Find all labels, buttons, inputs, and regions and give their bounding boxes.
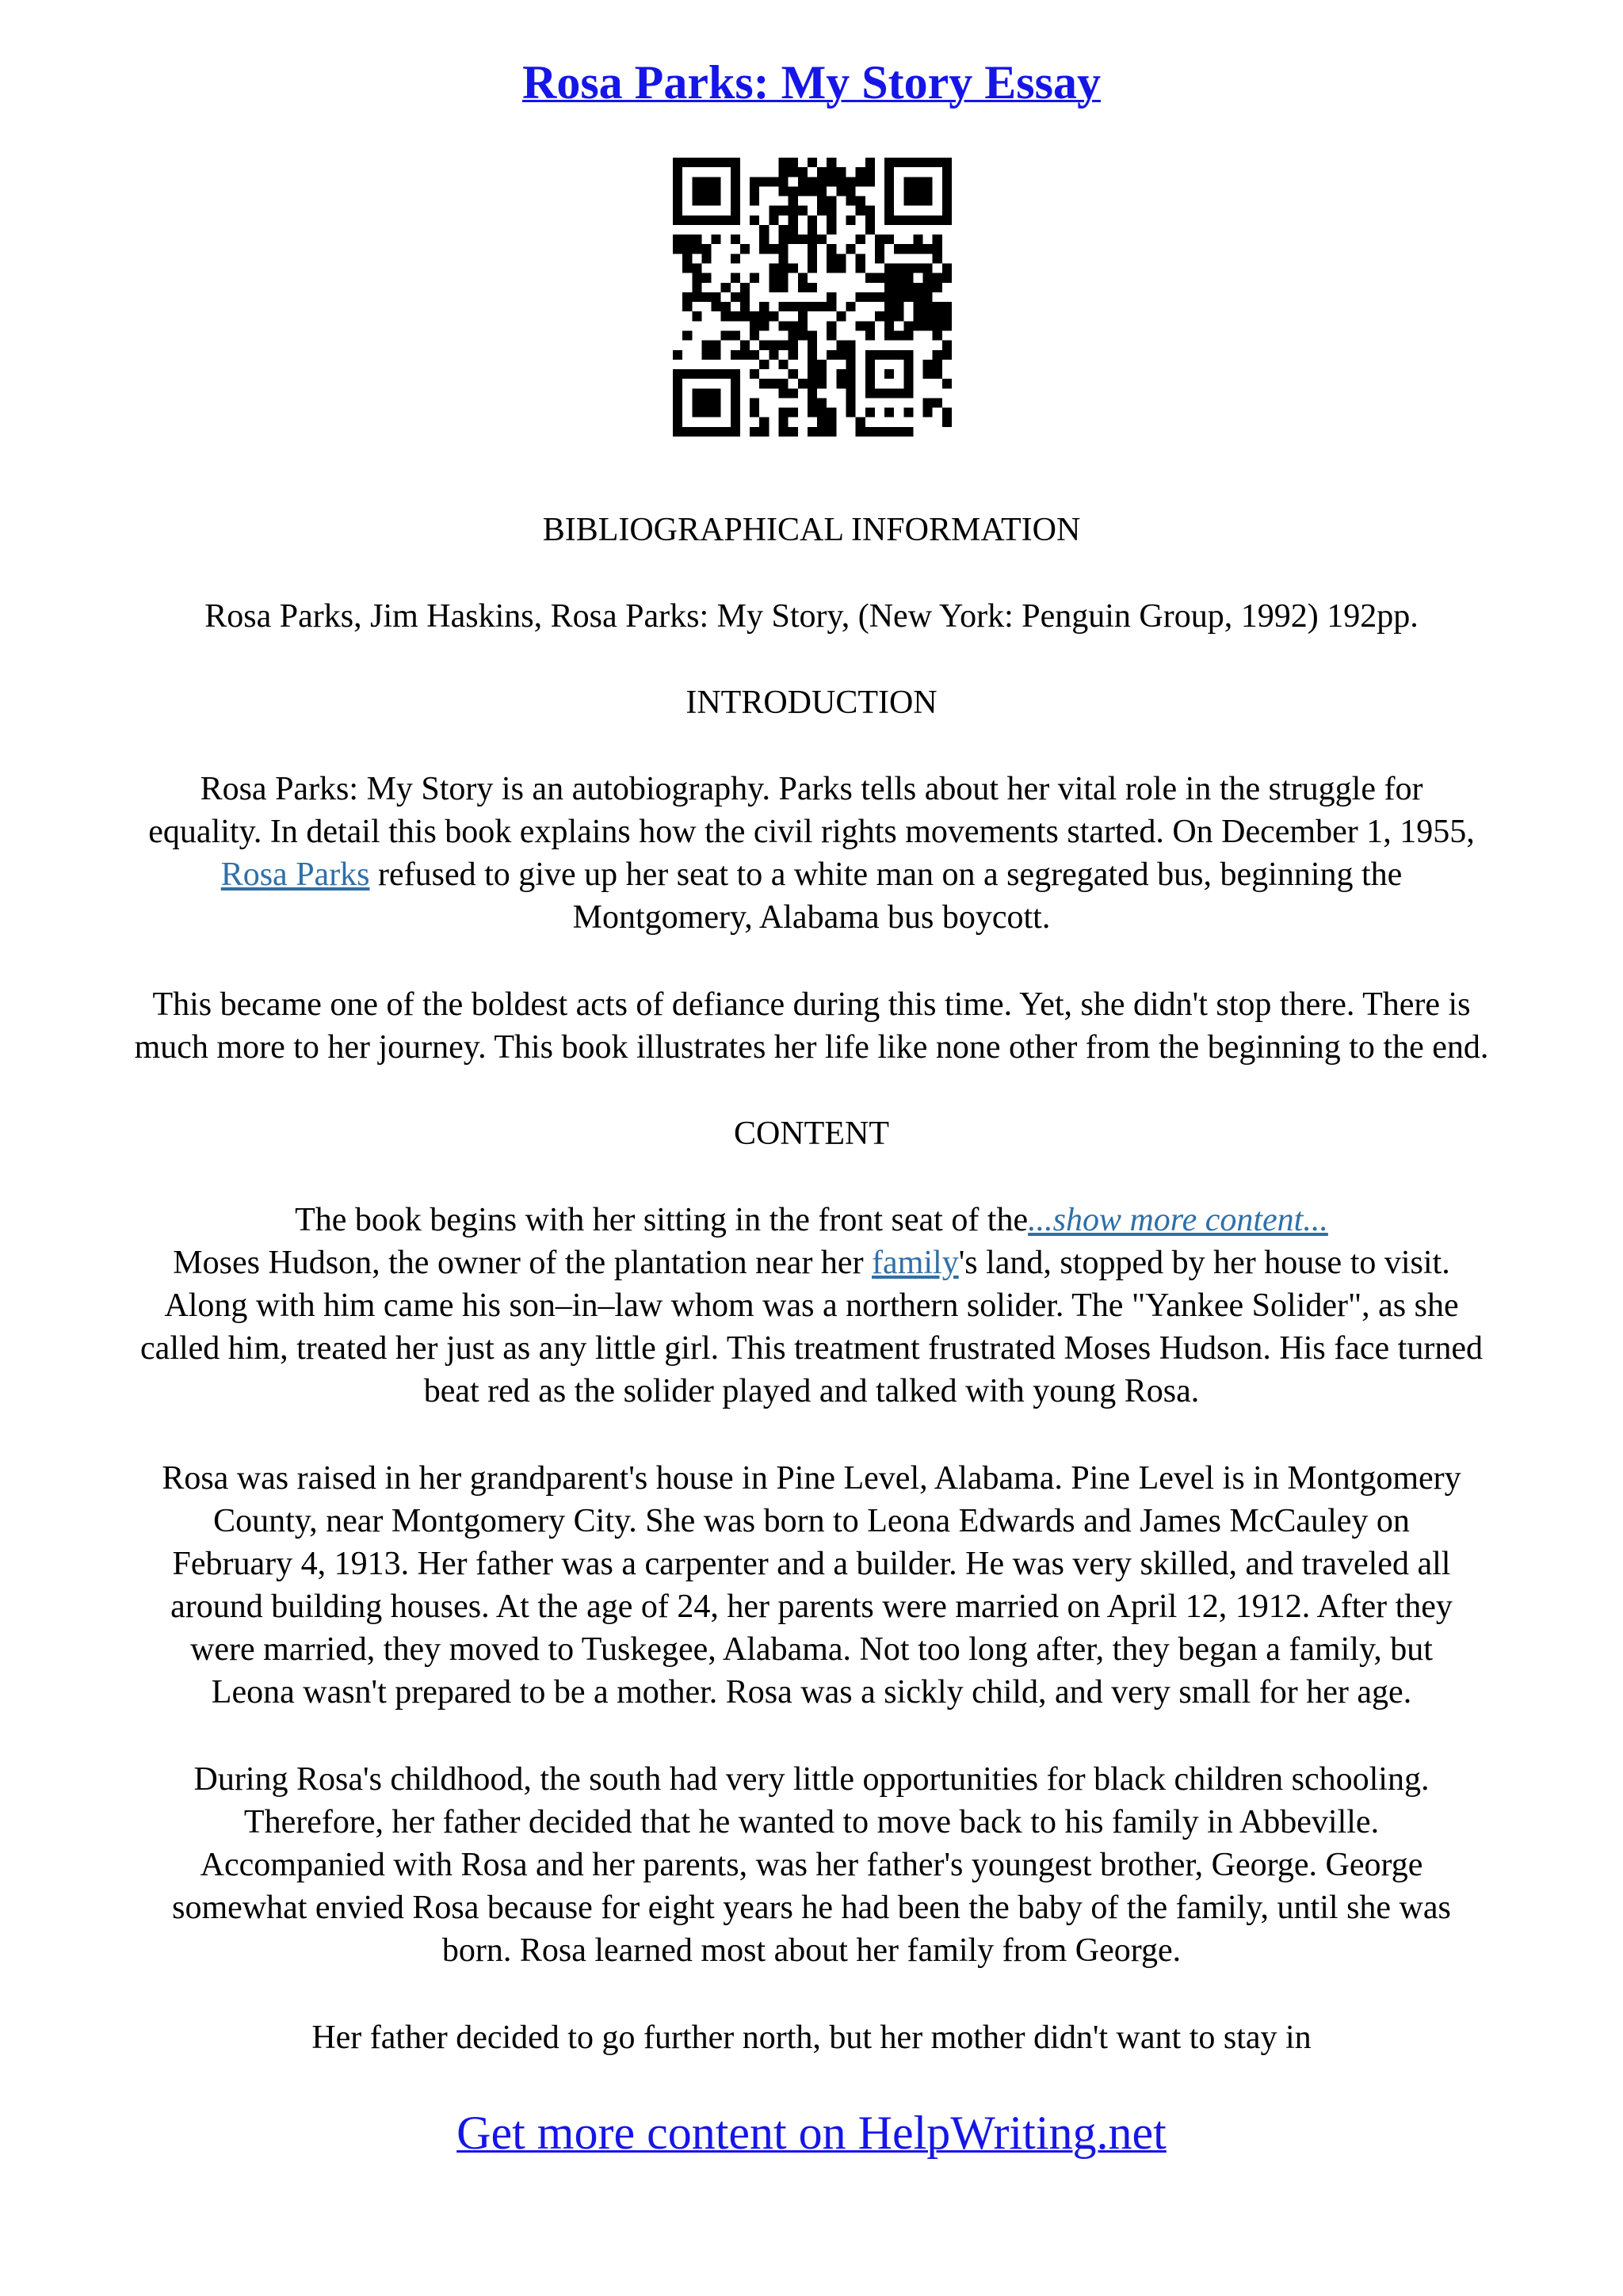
intro-p2-line2: much more to her journey. This book illustrates her life like none other from the beginning to the end. [134,1029,1489,1066]
content-paragraph-1 [48,1199,1575,1413]
content-p3-line4: somewhat envied Rosa because for eight years he had been the baby of the family, until she was [172,1890,1451,1926]
content-p1-line2-after: 's land, stopped by her house to visit. [958,1245,1450,1281]
content-paragraph-4: Her father decided to go further north, but her mother didn't want to stay in [311,2019,1312,2056]
content-paragraph-3 [48,1758,1575,1972]
introduction-heading: INTRODUCTION [685,685,938,721]
content-heading: CONTENT [734,1116,889,1152]
content-p1-line4: called him, treated her just as any little girl. This treatment frustrated Moses Hudson. His face turned [140,1330,1483,1367]
show-more-content-link[interactable]: ...show more content... [1028,1202,1328,1238]
content-p3-line5: born. Rosa learned most about her family from George. [441,1932,1182,1969]
introduction-paragraph-1 [48,768,1575,939]
content-p2-line6: Leona wasn't prepared to be a mother. Rosa was a sickly child, and very small for her age. [211,1674,1412,1711]
content-p2-line1: Rosa was raised in her grandparent's house in Pine Level, Alabama. Pine Level is in Montgomery [162,1460,1461,1497]
content-paragraph-2 [48,1457,1575,1714]
rosa-parks-link[interactable]: Rosa Parks [220,856,370,893]
page-title [0,54,1623,111]
content-p1-line1 [48,1199,1575,1241]
content-p1-line3: Along with him came his son–in–law whom was a northern solider. The "Yankee Solider", as she [164,1287,1459,1324]
get-more-content-link[interactable]: Get more content on HelpWriting.net [456,2107,1167,2159]
intro-p1-line3-rest: refused to give up her seat to a white man on a segregated bus, beginning the [369,856,1403,893]
intro-p2-line1: This became one of the boldest acts of defiance during this time. Yet, she didn't stop there. There is [152,986,1471,1023]
content-p1-line5: beat red as the solider played and talked with young Rosa. [423,1373,1200,1409]
content-p3-line3: Accompanied with Rosa and her parents, was her father's youngest brother, George. George [200,1847,1423,1883]
intro-p1-line4: Montgomery, Alabama bus boycott. [572,899,1051,936]
qr-code-icon [673,158,952,437]
content-p1-line2-before: Moses Hudson, the owner of the plantation near her [173,1245,873,1281]
bibliographical-heading: BIBLIOGRAPHICAL INFORMATION [542,512,1081,548]
footer-cta [0,2104,1623,2161]
content-p2-line3: February 4, 1913. Her father was a carpenter and a builder. He was very skilled, and traveled all [172,1546,1451,1582]
content-p3-line2: Therefore, her father decided that he wanted to move back to his family in Abbeville. [243,1804,1380,1840]
family-link[interactable]: family [872,1245,959,1281]
content-p2-line4: around building houses. At the age of 24, her parents were married on April 12, 1912. After they [170,1589,1453,1625]
title-link[interactable]: Rosa Parks: My Story Essay [522,56,1101,109]
content-p3-line1: During Rosa's childhood, the south had very little opportunities for black children schooling. [193,1761,1430,1798]
introduction-paragraph-2 [48,983,1575,1069]
content-p1-line2 [48,1241,1575,1284]
intro-p1-line3 [48,853,1575,896]
content-p2-line2: County, near Montgomery City. She was born to Leona Edwards and James McCauley on [213,1503,1410,1539]
intro-p1-line2: equality. In detail this book explains how the civil rights movements started. On December 1, 1955, [148,814,1475,850]
content-p2-line5: were married, they moved to Tuskegee, Alabama. Not too long after, they began a family, but [190,1631,1433,1668]
content-p1-line1-text: The book begins with her sitting in the front seat of the [295,1202,1029,1238]
intro-p1-line1: Rosa Parks: My Story is an autobiography. Parks tells about her vital role in the struggle for [200,771,1423,807]
bibliographical-text: Rosa Parks, Jim Haskins, Rosa Parks: My Story, (New York: Penguin Group, 1992) 192pp. [204,598,1419,635]
